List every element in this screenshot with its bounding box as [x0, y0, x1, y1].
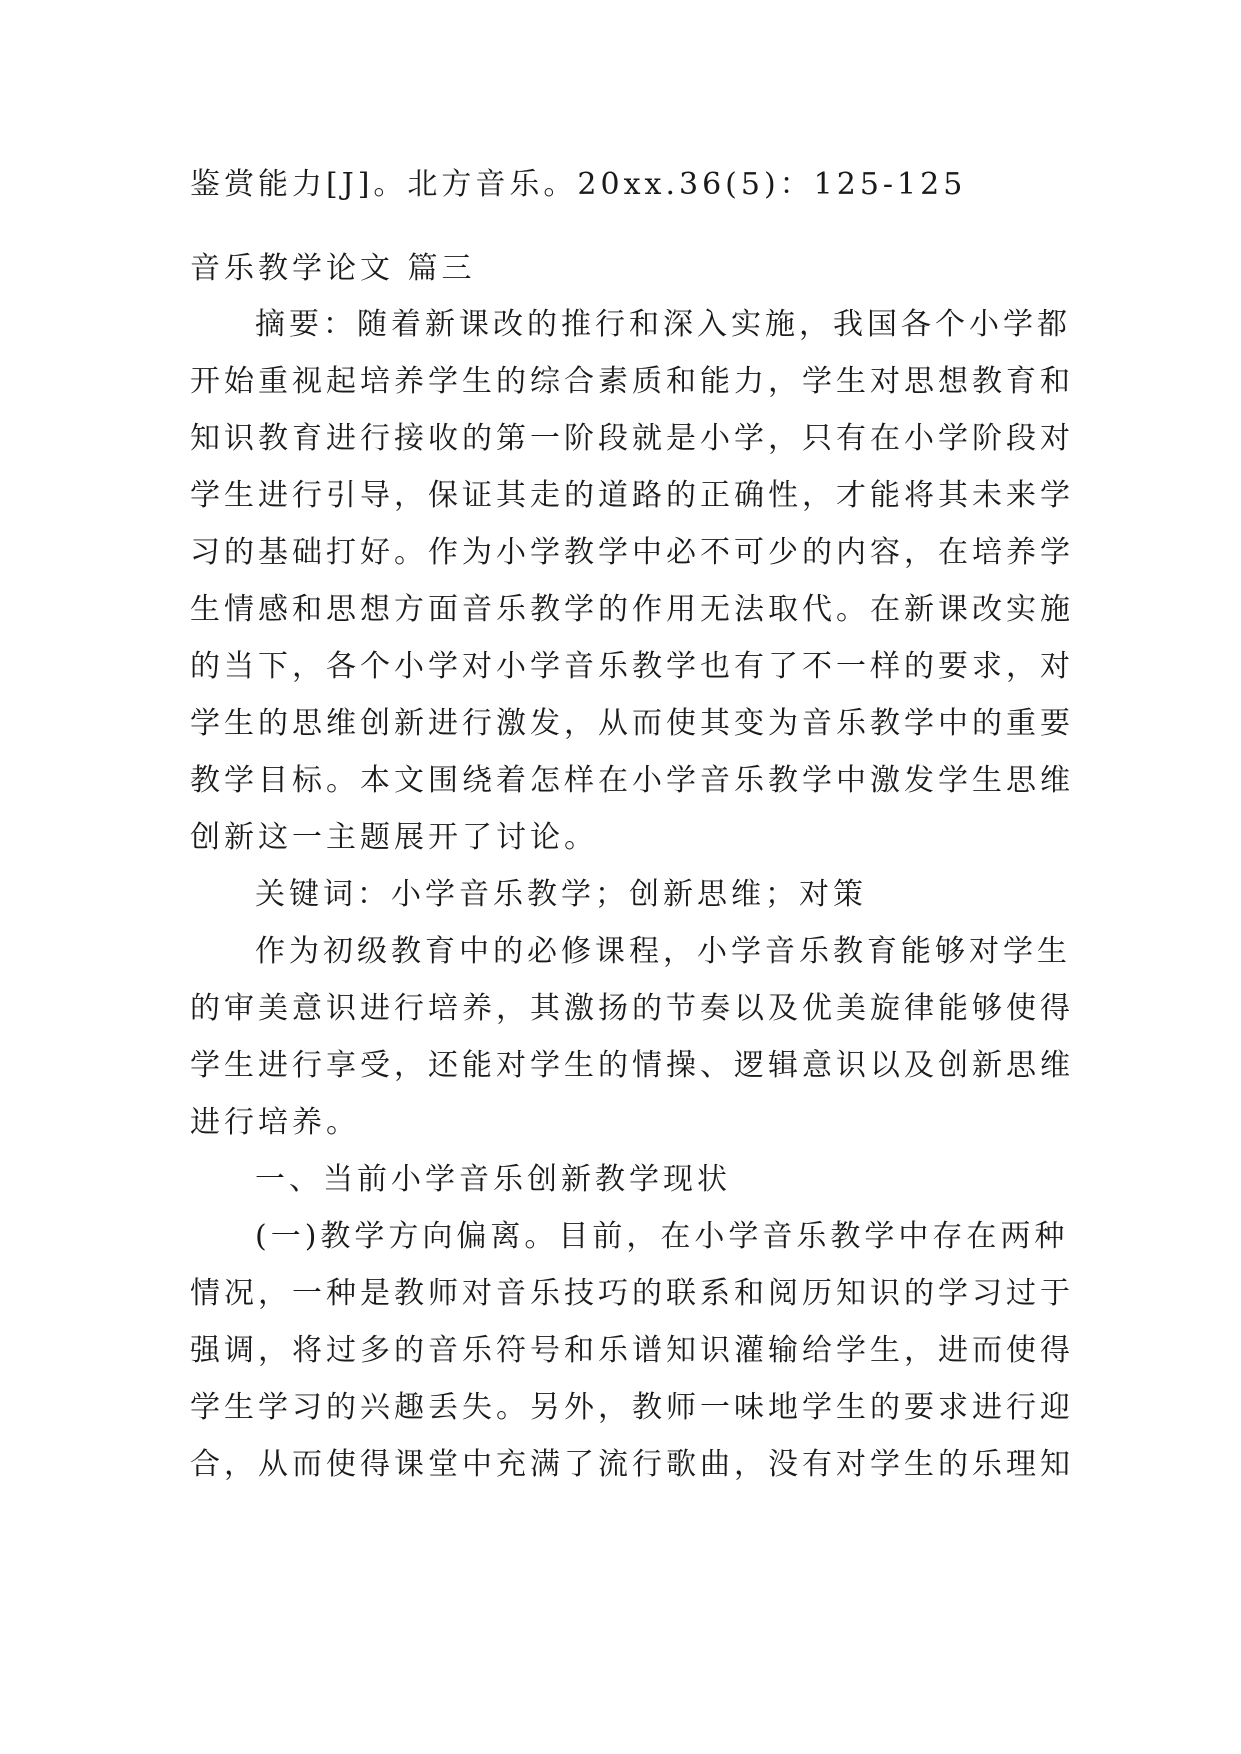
abstract-line: 摘要：随着新课改的推行和深入实施，我国各个小学都 — [255, 307, 1071, 342]
abstract-line: 教学目标。本文围绕着怎样在小学音乐教学中激发学生思维 — [190, 763, 1074, 798]
body-line: 学生学习的兴趣丢失。另外，教师一味地学生的要求进行迎 — [190, 1390, 1074, 1425]
body-line: 进行培养。 — [190, 1105, 360, 1140]
body-line: 的审美意识进行培养，其激扬的节奏以及优美旋律能够使得 — [190, 991, 1074, 1026]
reference-line: 鉴赏能力[J]。北方音乐。20xx.36(5)：125-125 — [190, 167, 967, 202]
section-title: 音乐教学论文 篇三 — [190, 251, 476, 286]
body-line: 强调，将过多的音乐符号和乐谱知识灌输给学生，进而使得 — [190, 1333, 1074, 1368]
abstract-line: 学生进行引导，保证其走的道路的正确性，才能将其未来学 — [190, 478, 1074, 513]
body-line: 学生进行享受，还能对学生的情操、逻辑意识以及创新思维 — [190, 1048, 1074, 1083]
body-line: 合，从而使得课堂中充满了流行歌曲，没有对学生的乐理知 — [190, 1447, 1074, 1482]
abstract-line: 生情感和思想方面音乐教学的作用无法取代。在新课改实施 — [190, 592, 1074, 627]
body-line: (一)教学方向偏离。目前，在小学音乐教学中存在两种 — [255, 1219, 1069, 1254]
keywords-line: 关键词：小学音乐教学；创新思维；对策 — [255, 877, 867, 912]
abstract-line: 知识教育进行接收的第一阶段就是小学，只有在小学阶段对 — [190, 421, 1074, 456]
body-line: 情况，一种是教师对音乐技巧的联系和阅历知识的学习过于 — [190, 1276, 1074, 1311]
abstract-line: 学生的思维创新进行激发，从而使其变为音乐教学中的重要 — [190, 706, 1074, 741]
body-line: 作为初级教育中的必修课程，小学音乐教育能够对学生 — [255, 934, 1071, 969]
abstract-line: 习的基础打好。作为小学教学中必不可少的内容，在培养学 — [190, 535, 1074, 570]
abstract-line: 开始重视起培养学生的综合素质和能力，学生对思想教育和 — [190, 364, 1074, 399]
abstract-line: 的当下，各个小学对小学音乐教学也有了不一样的要求，对 — [190, 649, 1074, 684]
subsection-heading: 一、当前小学音乐创新教学现状 — [255, 1162, 731, 1197]
abstract-line: 创新这一主题展开了讨论。 — [190, 820, 598, 855]
